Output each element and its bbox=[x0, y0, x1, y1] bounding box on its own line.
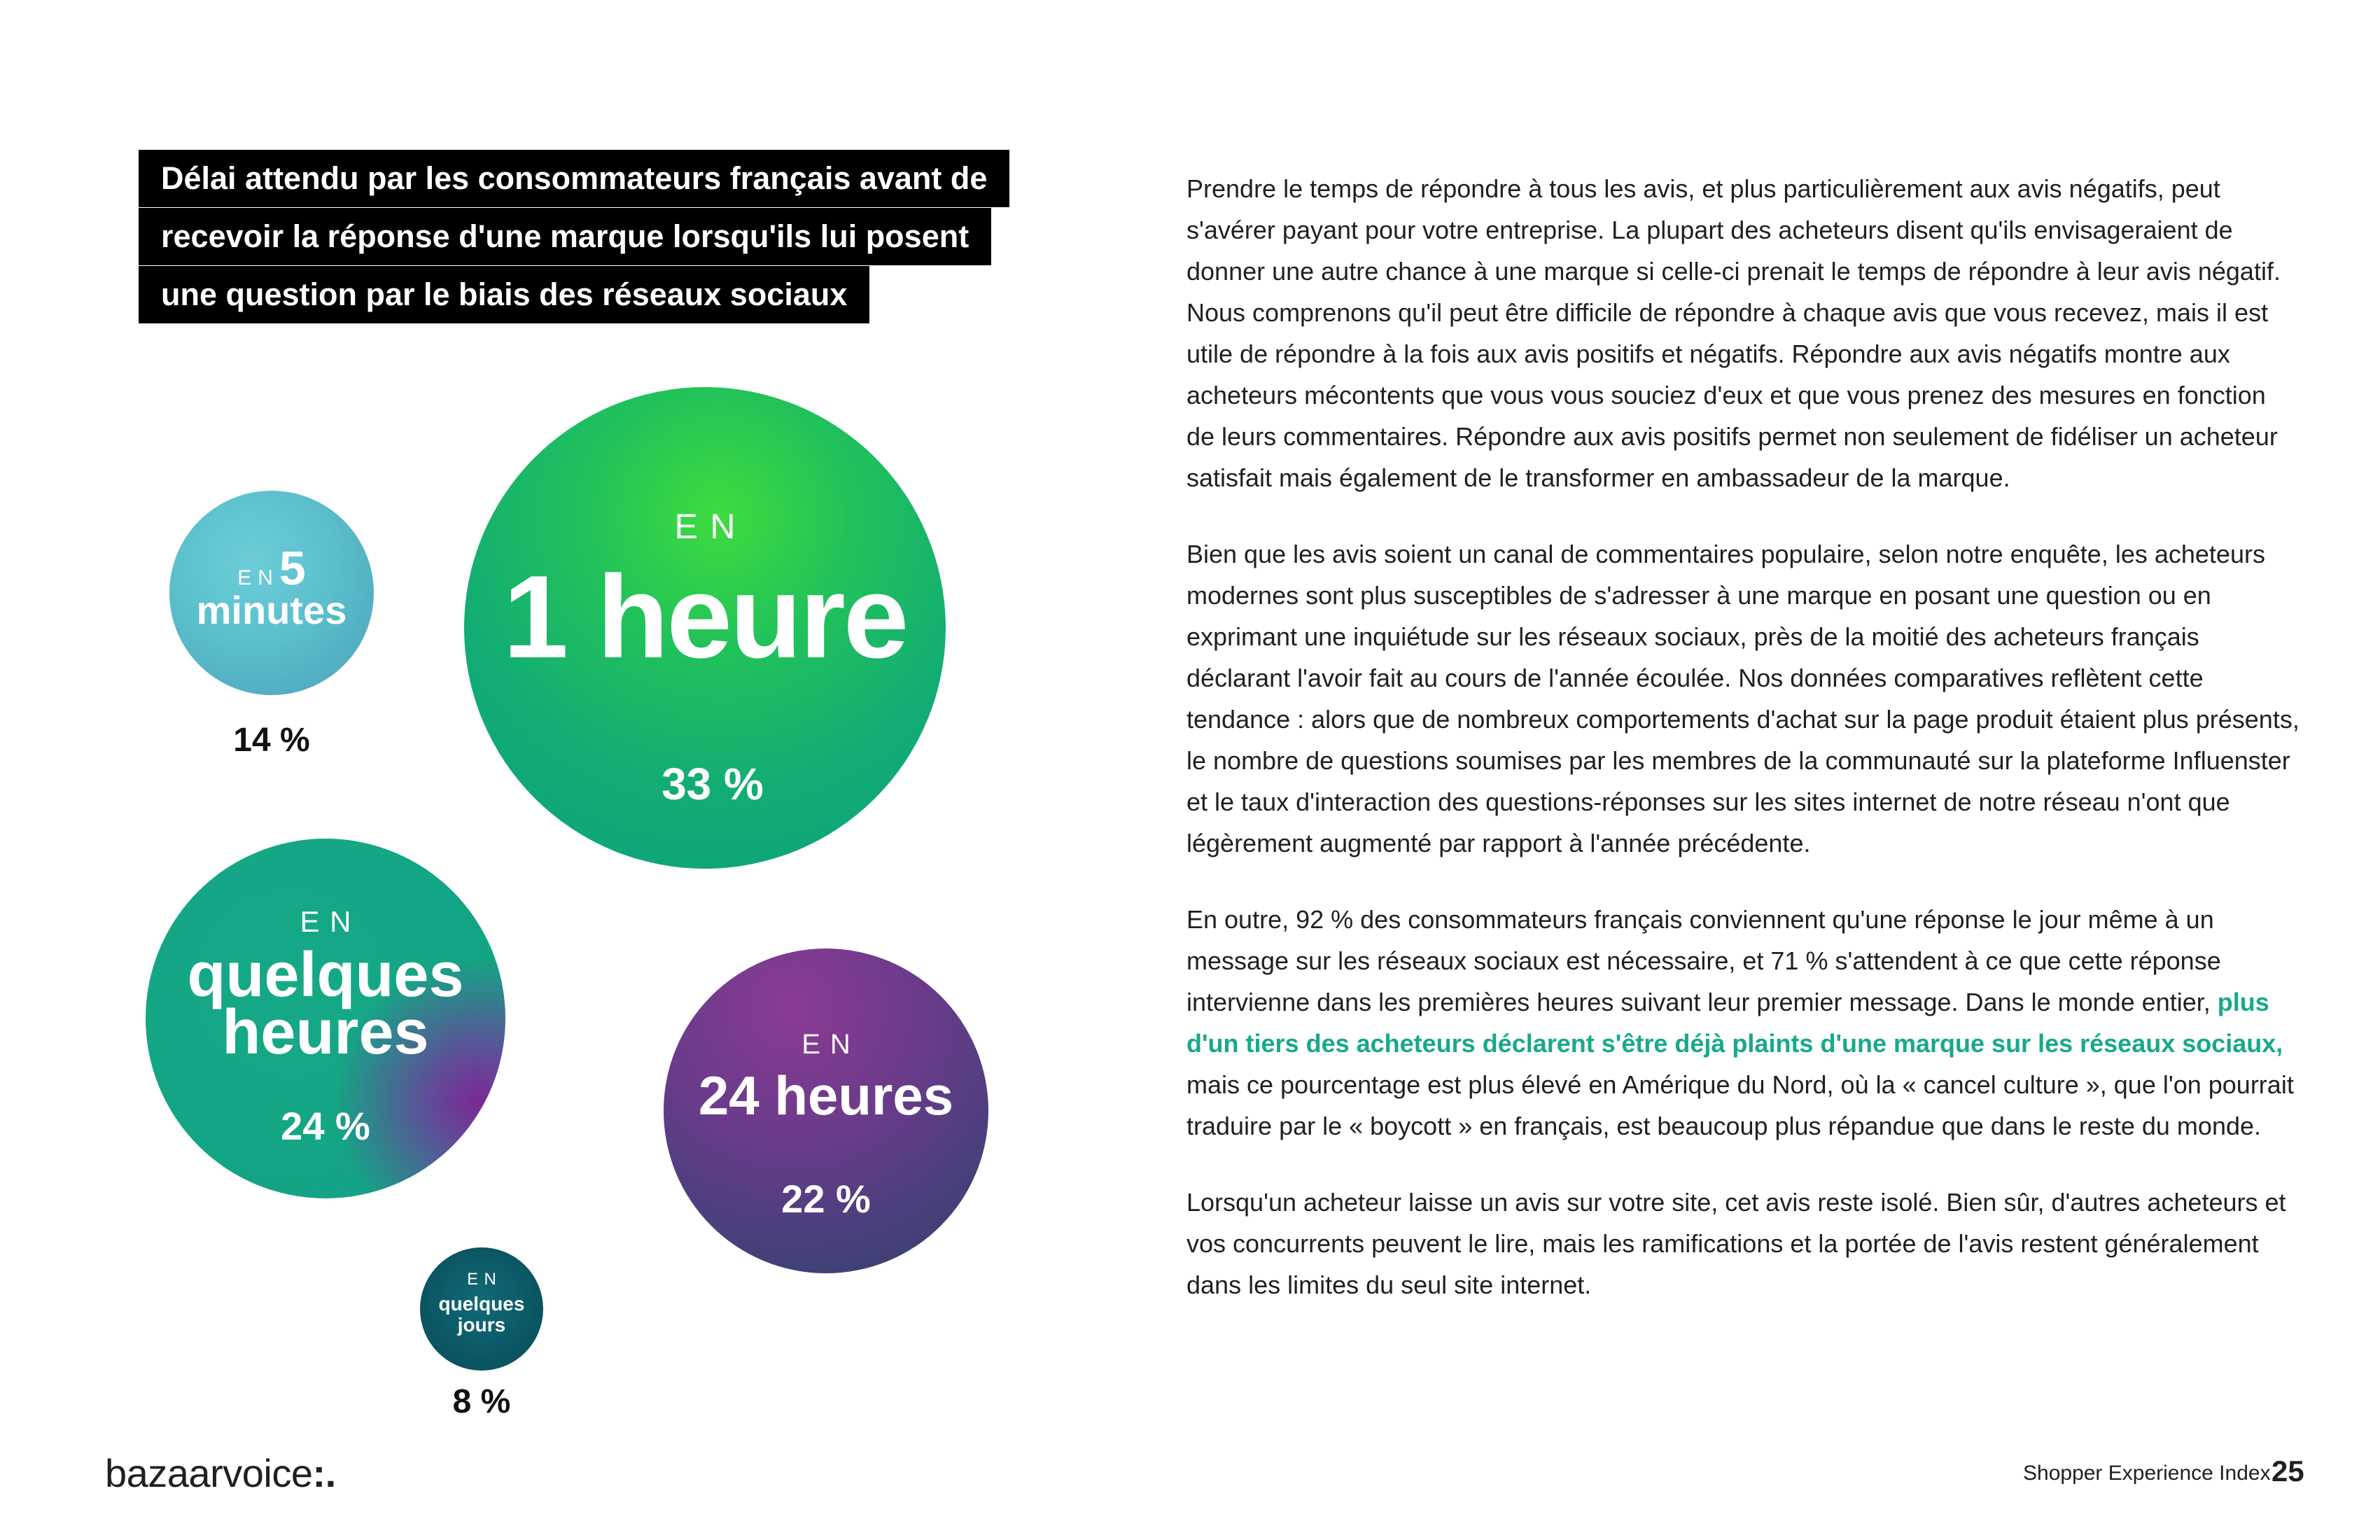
bazaarvoice-logo bbox=[105, 1450, 336, 1496]
page-number: 25 bbox=[2272, 1455, 2304, 1488]
chart-title-line-1: Délai attendu par les consommateurs français avant de bbox=[139, 150, 1009, 207]
paragraph-3-end: mais ce pourcentage est plus élevé en Amérique du Nord, où la « cancel culture », que l'on pourrait traduire par le « boycott » en français, est beaucoup plus répandue que dans le reste du monde. bbox=[1186, 1070, 2294, 1140]
bubble-five-minutes bbox=[169, 491, 374, 695]
chart-title-line-3: une question par le biais des réseaux sociaux bbox=[139, 266, 869, 323]
logo-mark: :. bbox=[312, 1451, 336, 1495]
body-text-column bbox=[1186, 168, 2300, 1340]
footer-report-name: Shopper Experience Index bbox=[2023, 1462, 2271, 1485]
bubble-few-days-line2: jours bbox=[457, 1314, 506, 1336]
bubble-24-hours-label: 24 heures bbox=[698, 1065, 954, 1126]
paragraph-3 bbox=[1186, 899, 2300, 1147]
bubble-five-minutes-en: EN bbox=[237, 566, 279, 589]
bubble-few-hours-line2: heures bbox=[222, 997, 429, 1068]
paragraph-3-highlight: plus d'un tiers des acheteurs déclarent s'être déjà plaints d'une marque sur les réseaux sociaux, bbox=[1186, 988, 2283, 1058]
bubble-few-days-en: EN bbox=[467, 1270, 503, 1289]
bubble-few-hours-percent: 24 % bbox=[281, 1104, 370, 1148]
bubble-few-days-line1: quelques bbox=[438, 1293, 525, 1315]
paragraph-1: Prendre le temps de répondre à tous les avis, et plus particulièrement aux avis négatifs, peut s'avérer payant pour votre entreprise. La plupart des acheteurs disent qu'ils envisageraient de donner une autre chance à une marque si celle-ci prenait le temps de répondre à leur avis négatif. Nous comprenons qu'il peut être difficile de répondre à chaque avis que vous recevez, mais il est utile de répondre à la fois aux avis positifs et négatifs. Répondre aux avis négatifs montre aux acheteurs mécontents que vous vous souciez d'eux et que vous prenez des mesures en fonction de leurs commentaires. Répondre aux avis positifs permet non seulement de fidéliser un acheteur satisfait mais également de le transformer en ambassadeur de la marque. bbox=[1186, 174, 2281, 492]
logo-text: bazaarvoice bbox=[105, 1451, 313, 1495]
bubble-one-hour-en: EN bbox=[674, 507, 748, 546]
paragraph-4: Lorsqu'un acheteur laisse un avis sur votre site, cet avis reste isolé. Bien sûr, d'autres acheteurs et vos concurrents peuvent le lire, mais les ramifications et la portée de l'avis restent généralement dans les limites du seul site internet. bbox=[1186, 1188, 2286, 1299]
bubble-24-hours-en: EN bbox=[802, 1029, 860, 1060]
bubble-few-days bbox=[420, 1247, 543, 1371]
chart-title-line-2: recevoir la réponse d'une marque lorsqu'ils lui posent bbox=[139, 208, 991, 265]
bubble-24-hours-percent: 22 % bbox=[781, 1177, 871, 1221]
bubble-few-hours-en: EN bbox=[300, 905, 362, 938]
bubble-few-hours bbox=[146, 839, 505, 1198]
bubble-one-hour-percent: 33 % bbox=[662, 759, 764, 809]
paragraph-2: Bien que les avis soient un canal de commentaires populaire, selon notre enquête, les acheteurs modernes sont plus susceptibles de s'adresser à une marque en posant une question ou en exprimant une inquiétude sur les réseaux sociaux, près de la moitié des acheteurs français déclarant l'avoir fait au cours de l'année écoulée. Nos données comparatives reflètent cette tendance : alors que de nombreux comportements d'achat sur la page produit étaient plus présents, le nombre de questions soumises par les membres de la communauté sur la plateforme Influenster et le taux d'interaction des questions-réponses sur les sites internet de notre réseau n'ont que légèrement augmenté par rapport à l'année précédente. bbox=[1186, 540, 2300, 858]
paragraph-3-start: En outre, 92 % des consommateurs français conviennent qu'une réponse le jour même à un message sur les réseaux sociaux est nécessaire, et 71 % s'attendent à ce que cette réponse intervienne dans les premières heures suivant leur premier message. Dans le monde entier, bbox=[1186, 905, 2221, 1016]
bubble-24-hours bbox=[664, 948, 988, 1273]
five-minutes-percent: 14 % bbox=[233, 722, 310, 759]
bubble-one-hour-label: 1 heure bbox=[503, 551, 907, 682]
bubble-few-hours-line1: quelques bbox=[187, 940, 464, 1010]
bubble-one-hour bbox=[464, 387, 946, 869]
few-days-percent: 8 % bbox=[452, 1383, 511, 1420]
bubble-five-minutes-unit: minutes bbox=[196, 588, 347, 632]
bubble-five-minutes-number: 5 bbox=[279, 542, 306, 595]
